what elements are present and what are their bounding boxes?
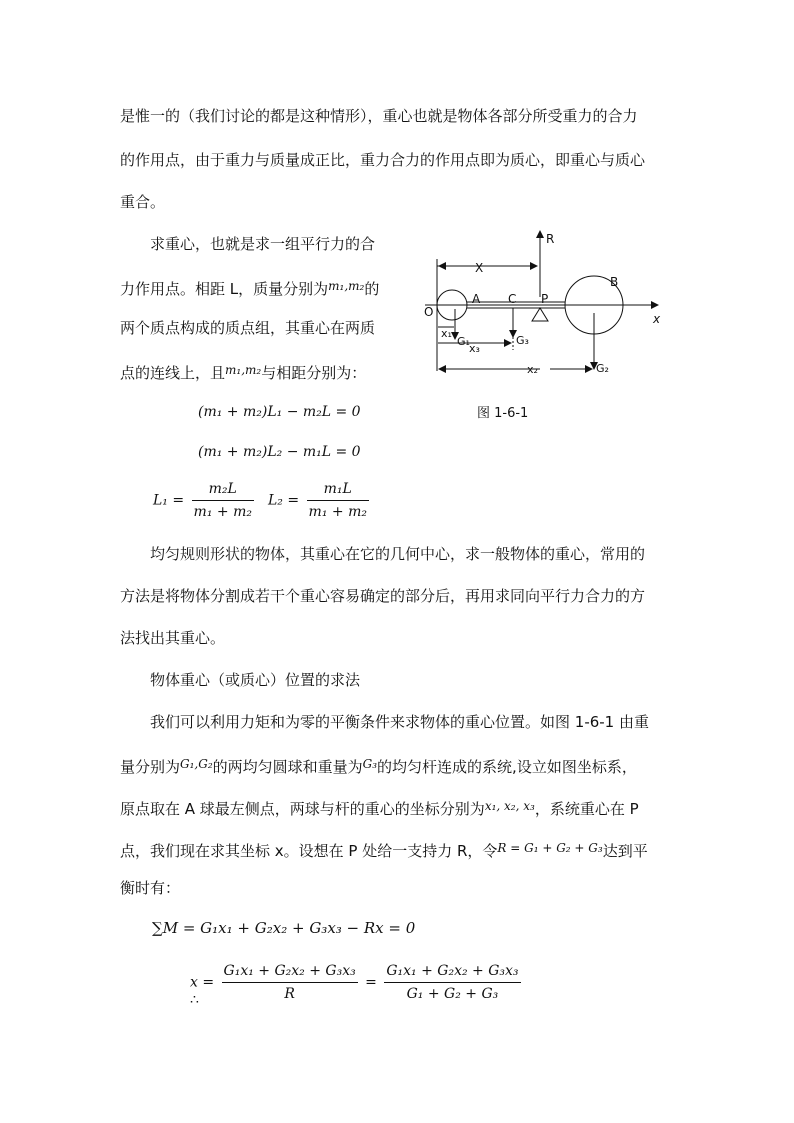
figure-caption: 图 1-6-1 [477, 406, 529, 421]
label-c: C [508, 292, 517, 306]
weight-symbol: G₃ [362, 757, 378, 771]
paragraph-line: 我们可以利用力矩和为零的平衡条件来求物体的重心位置。如图 1-6-1 由重 [150, 713, 649, 731]
fraction: $\frac{\text{G₁x₁ + G₂x₂ + G₃x₃}}{R}$ [223, 963, 356, 1002]
equation-2: (m₁ + m₂)L₂ − m₁L = 0 [198, 444, 361, 460]
equation-l1: L₁ = $\frac{\text{m₂L}}{\text{m₁ + m₂}}$ [153, 481, 252, 520]
label-x3: x₃ [469, 342, 480, 355]
label-b: B [610, 275, 619, 289]
paragraph-line: 点的连线上，且$^{m_1,m_2}$与相距分别为： [120, 363, 367, 382]
paragraph-line: 力作用点。相距 L，质量分别为$^{m_1,m_2}$的 [120, 279, 380, 298]
paragraph-line: 的作用点，由于重力与质量成正比，重力合力的作用点即为质心，即重心与质心 [120, 151, 646, 169]
weight-symbols: G₁,G₂ [180, 757, 213, 771]
x-equation: x = $\frac{\text{G₁x₁ + G₂x₂ + G₃x₃}}{R}$ = $\frac{\text{G₁x₁ + G₂x₂ + G₃x₃}}{\text{G₁ + G₂ + G₃}}$ [190, 963, 519, 1002]
fulcrum [532, 308, 548, 321]
therefore-symbol: ∴ [190, 992, 199, 1008]
paragraph-line: 法找出其重心。 [120, 629, 226, 647]
r-definition: R = G₁ + G₂ + G₃ [497, 841, 603, 855]
label-x1: x₁ [441, 327, 452, 340]
fraction: $\frac{\text{m₂L}}{\text{m₁ + m₂}}$ [193, 481, 252, 520]
label-x-axis: x [653, 312, 661, 326]
paragraph-line: 衡时有： [120, 879, 181, 897]
paragraph-line: 量分别为$^{G_1,G_2}$的两均匀圆球和重量为$^{G_3}$的均匀杆连成的系统,设立如图坐标系， [120, 757, 637, 776]
section-heading: 物体重心（或质心）位置的求法 [150, 671, 361, 689]
coordinate-symbols: x₁, x₂, x₃ [484, 799, 535, 813]
label-o: O [424, 305, 434, 319]
paragraph-line: 重合。 [120, 193, 166, 211]
paragraph-line: 原点取在 A 球最左侧点，两球与杆的重心的坐标分别为$^{x_1, x_2, x_3}$，系统重心在 P [120, 799, 639, 818]
label-g2: G₂ [596, 362, 609, 375]
paragraph-line: 方法是将物体分割成若干个重心容易确定的部分后，再用求同向平行力合力的方 [120, 587, 646, 605]
fraction: $\frac{\text{m₁L}}{\text{m₁ + m₂}}$ [308, 481, 367, 520]
equation-1: (m₁ + m₂)L₁ − m₂L = 0 [198, 404, 361, 420]
fraction: $\frac{\text{G₁x₁ + G₂x₂ + G₃x₃}}{\text{G₁ + G₂ + G₃}}$ [386, 963, 519, 1002]
paragraph-line: 点，我们现在求其坐标 x。设想在 P 处给一支持力 R，令$^{R = G_1 + G_2 + G_3}$达到平 [120, 841, 648, 860]
figure-1-6-1 [415, 225, 675, 425]
paragraph-line: 两个质点构成的质点组，其重心在两质 [120, 319, 376, 337]
label-x: X [475, 261, 484, 275]
label-a: A [472, 292, 481, 306]
paragraph-line: 求重心，也就是求一组平行力的合 [150, 235, 376, 253]
paragraph-line: 是惟一的（我们讨论的都是这种情形），重心也就是物体各部分所受重力的合力 [120, 107, 638, 125]
label-g3: G₃ [516, 334, 529, 347]
mass-symbols: m₁,m₂ [225, 363, 262, 377]
paragraph-line: 均匀规则形状的物体，其重心在它的几何中心，求一般物体的重心，常用的 [150, 545, 646, 563]
label-r: R [546, 232, 555, 246]
label-p: P [541, 292, 549, 306]
equation-l2: L₂ = $\frac{\text{m₁L}}{\text{m₁ + m₂}}$ [268, 481, 367, 520]
label-x2: x₂ [527, 363, 538, 376]
moment-equation: ∑M = G₁x₁ + G₂x₂ + G₃x₃ − Rx = 0 [152, 919, 416, 937]
mass-symbols: m₁,m₂ [328, 279, 365, 293]
label-g1: G₁ [457, 335, 470, 348]
